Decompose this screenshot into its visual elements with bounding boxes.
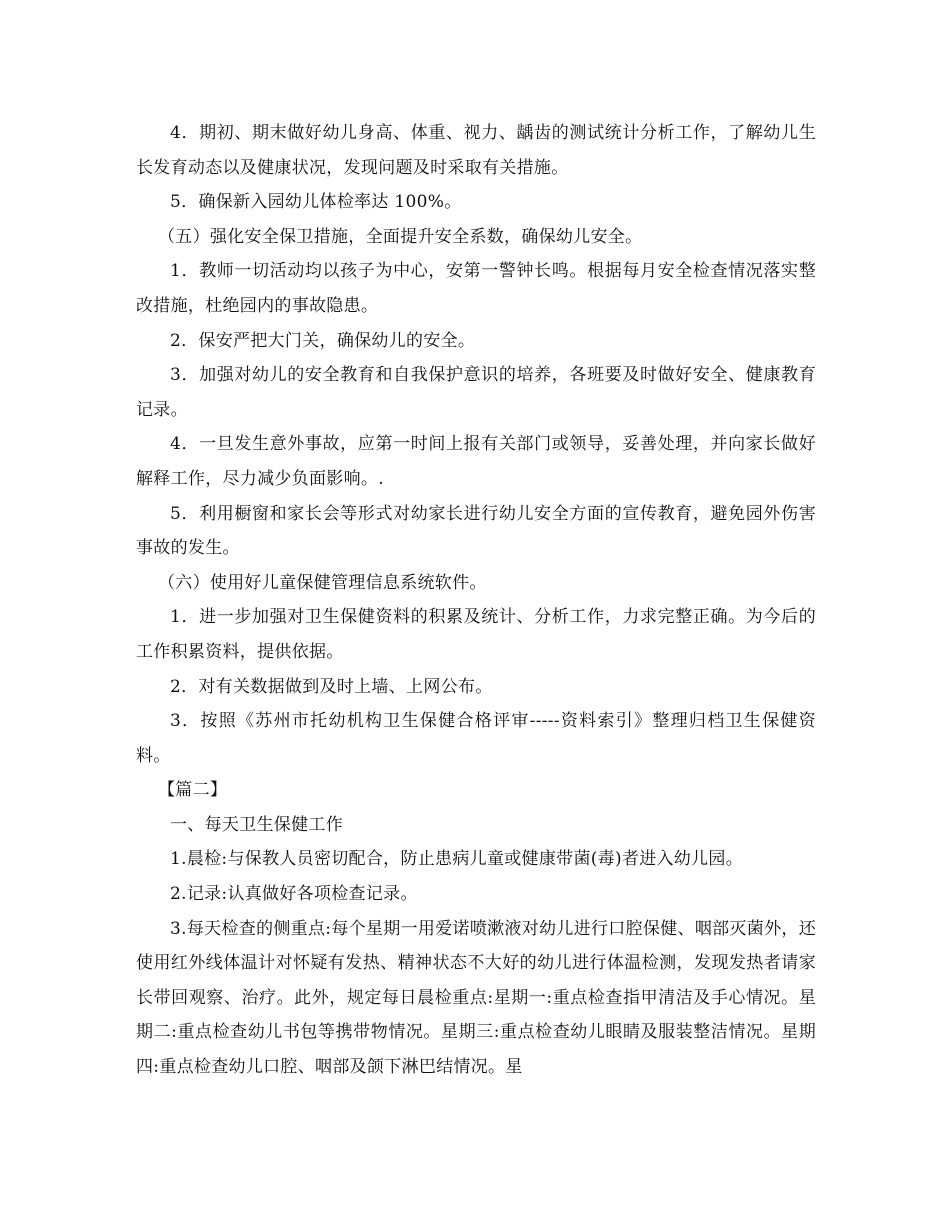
paragraph: 1．教师一切活动均以孩子为中心，安第一警钟长鸣。根据每月安全检查情况落实整改措施，杜绝园内的事故隐患。 <box>136 261 816 316</box>
paragraph: 2．对有关数据做到及时上墙、上网公布。 <box>170 676 493 697</box>
paragraph: 4．一旦发生意外事故，应第一时间上报有关部门或领导，妥善处理，并向家长做好解释工作，尽力减少负面影响。. <box>136 434 816 489</box>
section-heading: （六）使用好儿童保健管理信息系统软件。 <box>158 572 487 593</box>
paragraph: 3．加强对幼儿的安全教育和自我保护意识的培养，各班要及时做好安全、健康教育记录。 <box>136 365 816 420</box>
paragraph: 3．按照《苏州市托幼机构卫生保健合格评审-----资料索引》整理归档卫生保健资料。 <box>136 711 816 766</box>
paragraph: 3.每天检查的侧重点:每个星期一用爱诺喷漱液对幼儿进行口腔保健、咽部灭菌外，还使用红外线体温计对怀疑有发热、精神状态不大好的幼儿进行体温检测，发现发热者请家长带回观察、治疗。此外，规定每日晨检重点:星期一:重点检查指甲清洁及手心情况。星期二:重点检查幼儿书包等携带物情况。星期三:重点检查幼儿眼睛及服装整洁情况。星期四:重点检查幼儿口腔、咽部及颌下淋巴结情况。星 <box>136 918 816 1078</box>
document-body <box>136 116 816 1085</box>
paragraph: 5．确保新入园幼儿体检率达 100%。 <box>170 192 462 213</box>
paragraph: 5．利用橱窗和家长会等形式对幼家长进行幼儿安全方面的宣传教育，避免园外伤害事故的发生。 <box>136 503 816 559</box>
paragraph: 4．期初、期末做好幼儿身高、体重、视力、龋齿的测试统计分析工作，了解幼儿生长发育动态以及健康状况，发现问题及时采取有关措施。 <box>136 123 816 178</box>
paragraph: 1.晨检:与保教人员密切配合，防止患病儿童或健康带菌(毒)者进入幼儿园。 <box>170 849 744 870</box>
paragraph: 2.记录:认真做好各项检查记录。 <box>170 884 418 905</box>
paragraph: 1．进一步加强对卫生保健资料的积累及统计、分析工作，力求完整正确。为今后的工作积累资料，提供依据。 <box>136 607 816 662</box>
section-heading: 【篇二】 <box>158 780 228 801</box>
paragraph: 一、每天卫生保健工作 <box>170 814 343 835</box>
paragraph: 2．保安严把大门关，确保幼儿的安全。 <box>170 330 476 351</box>
section-heading: （五）强化安全保卫措施，全面提升安全系数，确保幼儿安全。 <box>158 226 643 247</box>
